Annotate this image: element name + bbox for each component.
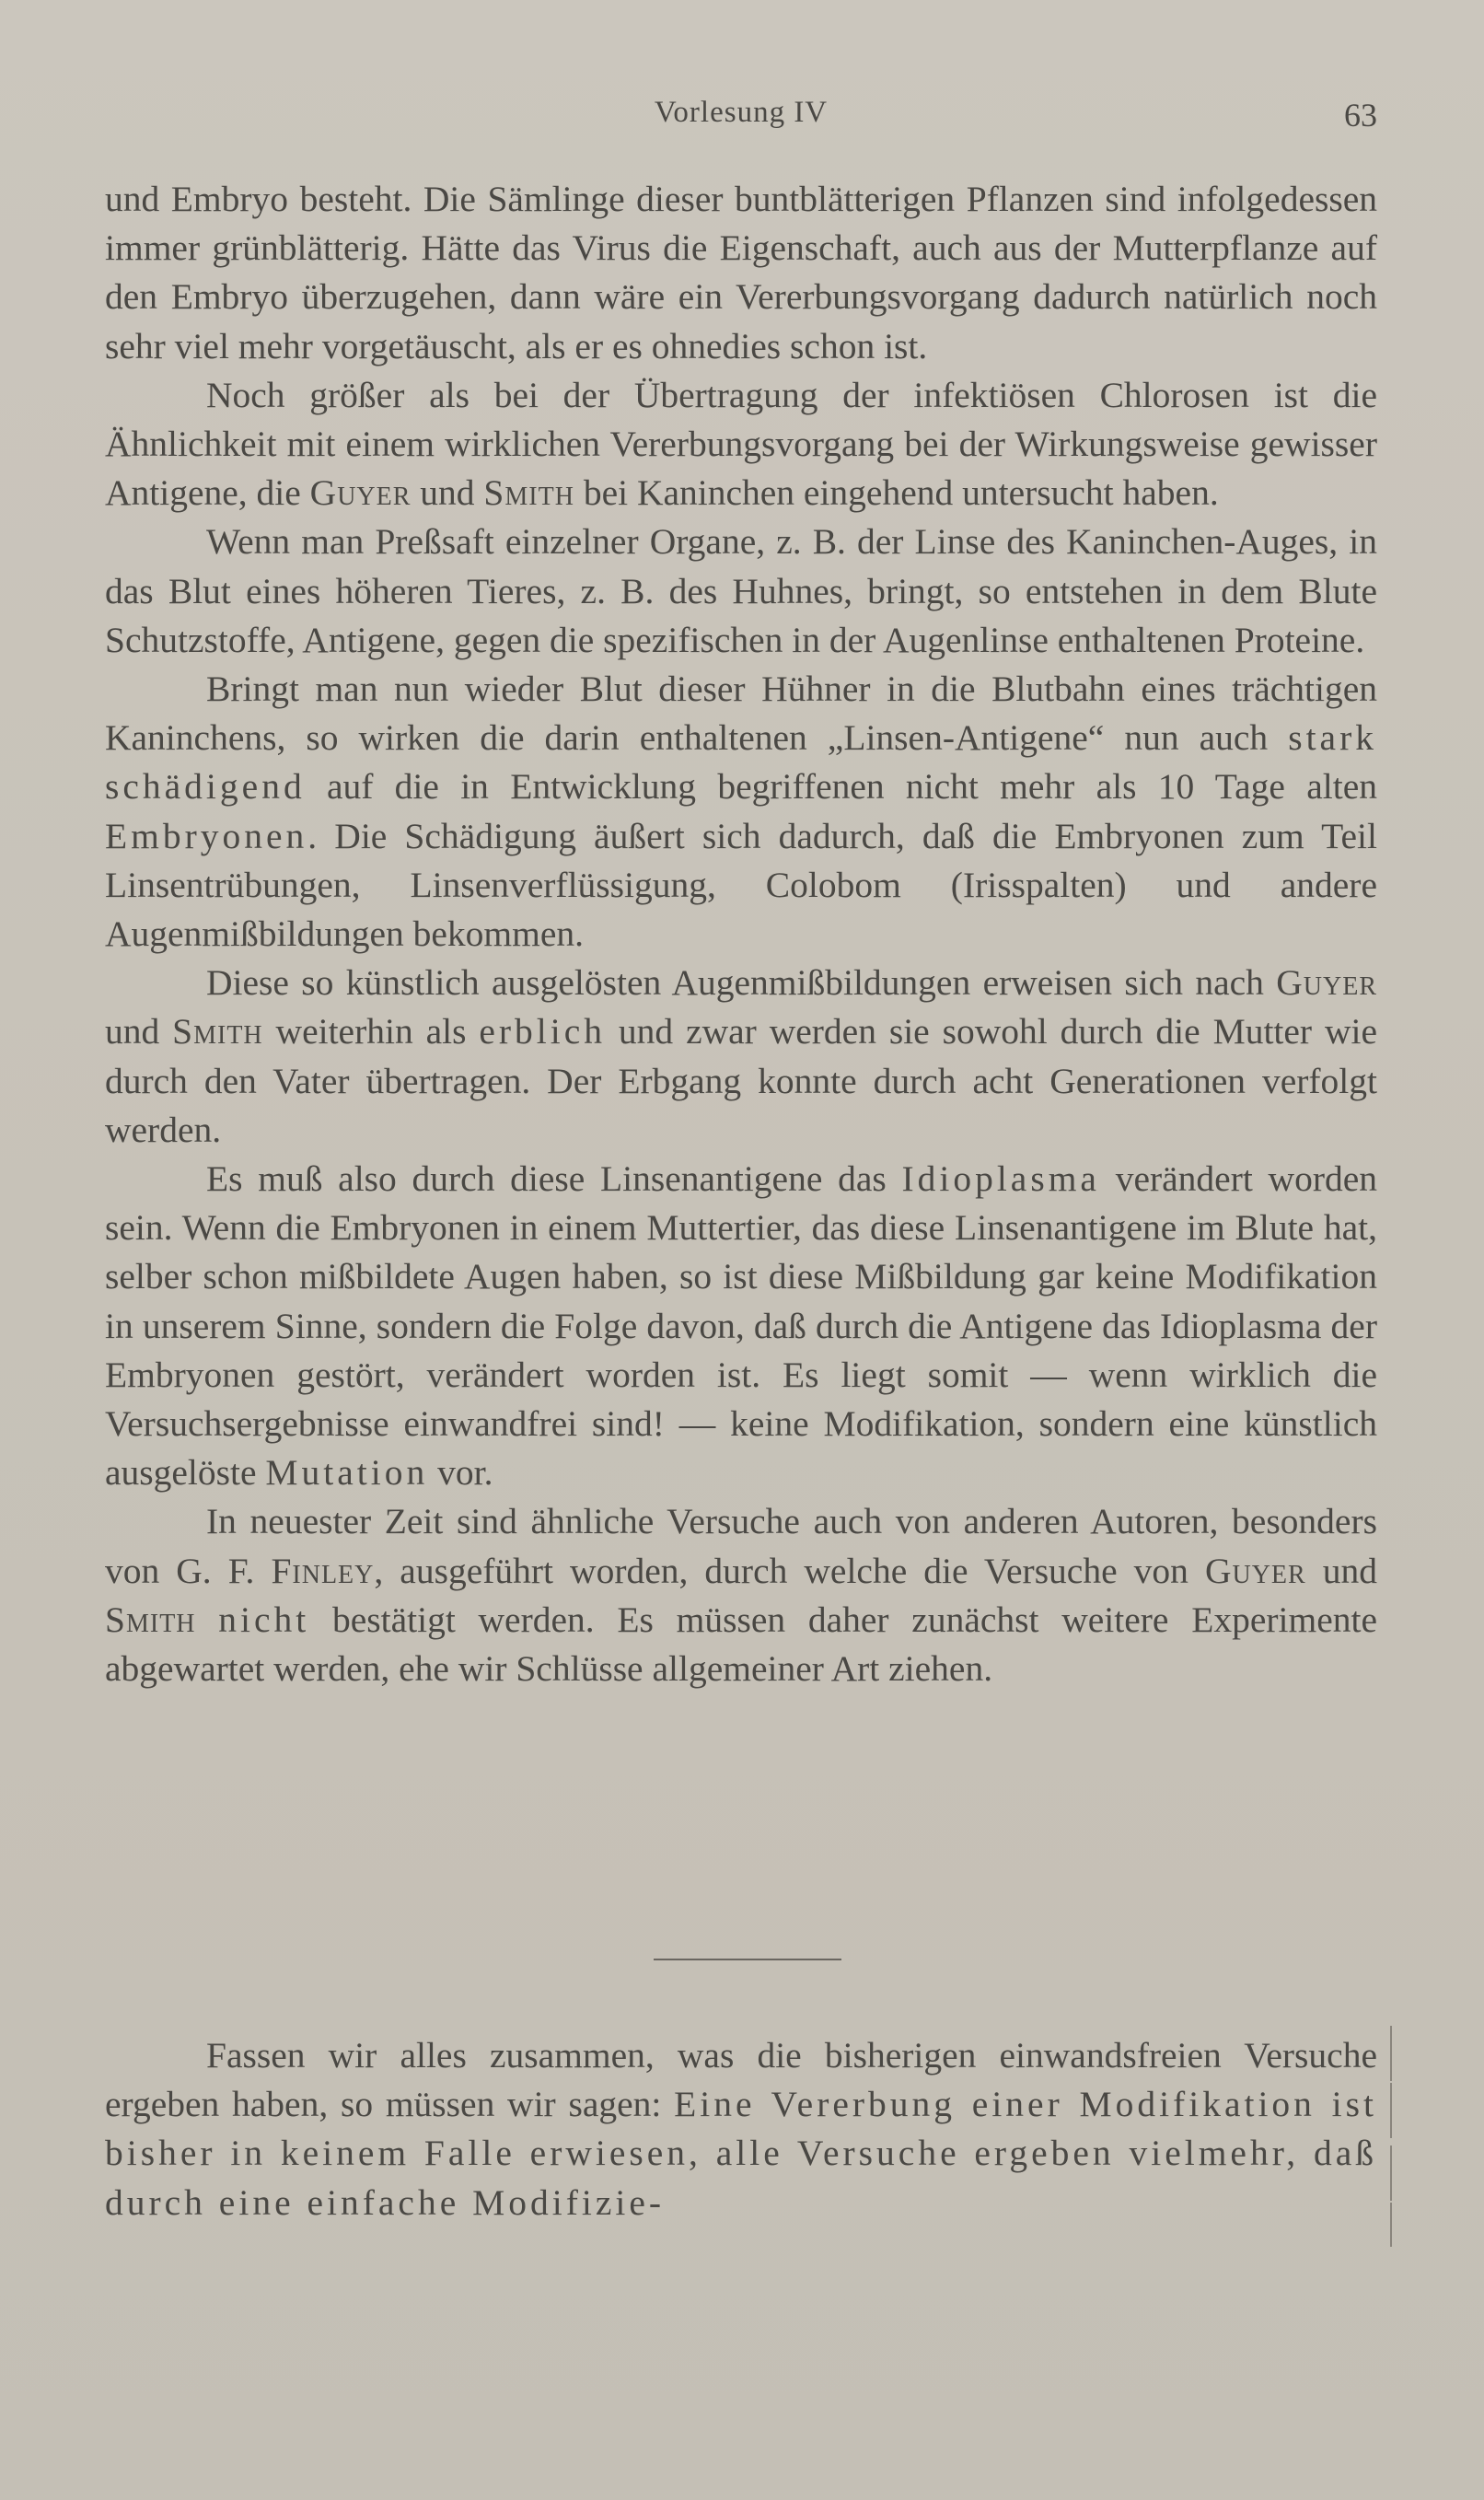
body-text <box>105 175 1377 1693</box>
paragraph <box>105 1155 1377 1497</box>
text-run: vor. <box>428 1452 493 1494</box>
text-run: Bringt man nun wieder Blut dieser Hühner in die Blutbahn eines trächtigen Kaninchens, so wirken die darin enthaltenen „Linsen-Antigene“ nun auch <box>105 669 1377 759</box>
running-head <box>105 96 1377 142</box>
text-run: Diese so künstlich ausgelösten Augenmißbildungen erweisen sich nach <box>206 962 1277 1004</box>
section-divider <box>654 1959 841 1960</box>
emphasized-text: Eine Vererbung einer Modifikation ist bisher in keinem Falle erwiesen, alle Versuche ergeben vielmehr, daß durch eine einfache Modifizie- <box>105 2084 1377 2223</box>
text-run: . Die Schädigung äußert sich dadurch, daß die Embryonen zum Teil Linsentrübungen, Linsenverflüssigung, Colobom (Irisspalten) und andere Augenmißbildungen bekommen. <box>105 815 1377 955</box>
author-name: Smith <box>172 1011 263 1052</box>
emphasized-text: Embryonen <box>105 815 308 856</box>
emphasized-text: Mutation <box>265 1452 429 1494</box>
text-run: und <box>105 1011 173 1052</box>
author-name: Smith <box>105 1599 196 1640</box>
text-run: und <box>1305 1550 1377 1591</box>
summary-section <box>105 2031 1377 2227</box>
paragraph <box>105 959 1377 1155</box>
author-name: Smith <box>483 472 574 514</box>
summary-paragraph <box>105 2031 1377 2227</box>
text-run: und <box>411 472 484 514</box>
text-run <box>196 1599 219 1640</box>
paragraph <box>105 371 1377 518</box>
emphasized-text: Idioplasma <box>901 1158 1100 1200</box>
margin-mark <box>1390 2145 1392 2201</box>
running-title: Vorlesung IV <box>654 96 829 129</box>
text-run: Es muß also durch diese Linsenantigene das <box>206 1158 902 1200</box>
paragraph <box>105 1497 1377 1693</box>
text-run: Noch größer als bei der Übertragung der infektiösen Chlorosen ist die Ähnlichkeit mit einem wirklichen Vererbungsvorgang bei der Wirkungsweise gewisser Antigene, die <box>105 374 1377 514</box>
emphasized-text: stark schädigend <box>105 717 1377 808</box>
margin-mark <box>1390 2026 1392 2081</box>
emphasized-text: nicht <box>218 1599 310 1640</box>
text-run: Fassen wir alles zusammen, was die bisherigen einwandsfreien Versuche ergeben haben, so müssen wir sagen: <box>105 2035 1377 2125</box>
text-run: In neuester Zeit sind ähnliche Versuche auch von anderen Autoren, besonders von G. F. <box>105 1501 1377 1591</box>
page-number: 63 <box>1344 97 1377 134</box>
text-run: , ausgeführt worden, durch welche die Versuche von <box>374 1550 1205 1591</box>
text-run: weiterhin als <box>262 1011 480 1052</box>
author-name: Guyer <box>1204 1550 1306 1591</box>
text-run: bestätigt werden. Es müssen daher zunächst weitere Experimente abgewartet werden, ehe wir Schlüsse allgemeiner Art ziehen. <box>105 1599 1377 1690</box>
emphasized-text: erblich <box>479 1011 607 1052</box>
text-run: bei Kaninchen eingehend untersucht haben. <box>574 472 1219 514</box>
paragraph <box>105 665 1377 959</box>
paragraph: und Embryo besteht. Die Sämlinge dieser buntblätterigen Pflanzen sind infolgedessen immer grünblätterig. Hätte das Virus die Eigenschaft, auch aus der Mutterpflanze auf den Embryo überzugehen, dann wäre ein Vererbungsvorgang dadurch natürlich noch sehr viel mehr vorgetäuscht, als er es ohnedies schon ist. <box>105 179 1377 366</box>
author-name: Guyer <box>1276 962 1377 1004</box>
author-name: Finley <box>271 1550 375 1591</box>
margin-mark <box>1390 2203 1392 2247</box>
text-run: auf die in Entwicklung begriffenen nicht mehr als 10 Tage alten <box>305 766 1377 808</box>
author-name: Guyer <box>309 472 412 514</box>
paragraph: Wenn man Preßsaft einzelner Organe, z. B. der Linse des Kaninchen-Auges, in das Blut eines höheren Tieres, z. B. des Huhnes, bringt, so entstehen in dem Blute Schutzstoffe, Antigene, gegen die spezifischen in der Augenlinse enthaltenen Proteine. <box>105 521 1377 660</box>
text-run: verändert worden sein. Wenn die Embryonen in einem Muttertier, das diese Linsenantigene im Blute hat, selber schon mißbildete Augen haben, so ist diese Mißbildung gar keine Modifikation in unserem Sinne, sondern die Folge davon, daß durch die Antigene das Idioplasma der Embryonen gestört, verändert worden ist. Es liegt somit — wenn wirklich die Versuchsergebnisse einwandfrei sind! — keine Modifikation, sondern eine künstlich ausgelöste <box>105 1158 1377 1494</box>
text-run: und zwar werden sie sowohl durch die Mutter wie durch den Vater übertragen. Der Erbgang konnte durch acht Generationen verfolgt werden. <box>105 1011 1378 1150</box>
margin-mark <box>1390 2083 1392 2138</box>
